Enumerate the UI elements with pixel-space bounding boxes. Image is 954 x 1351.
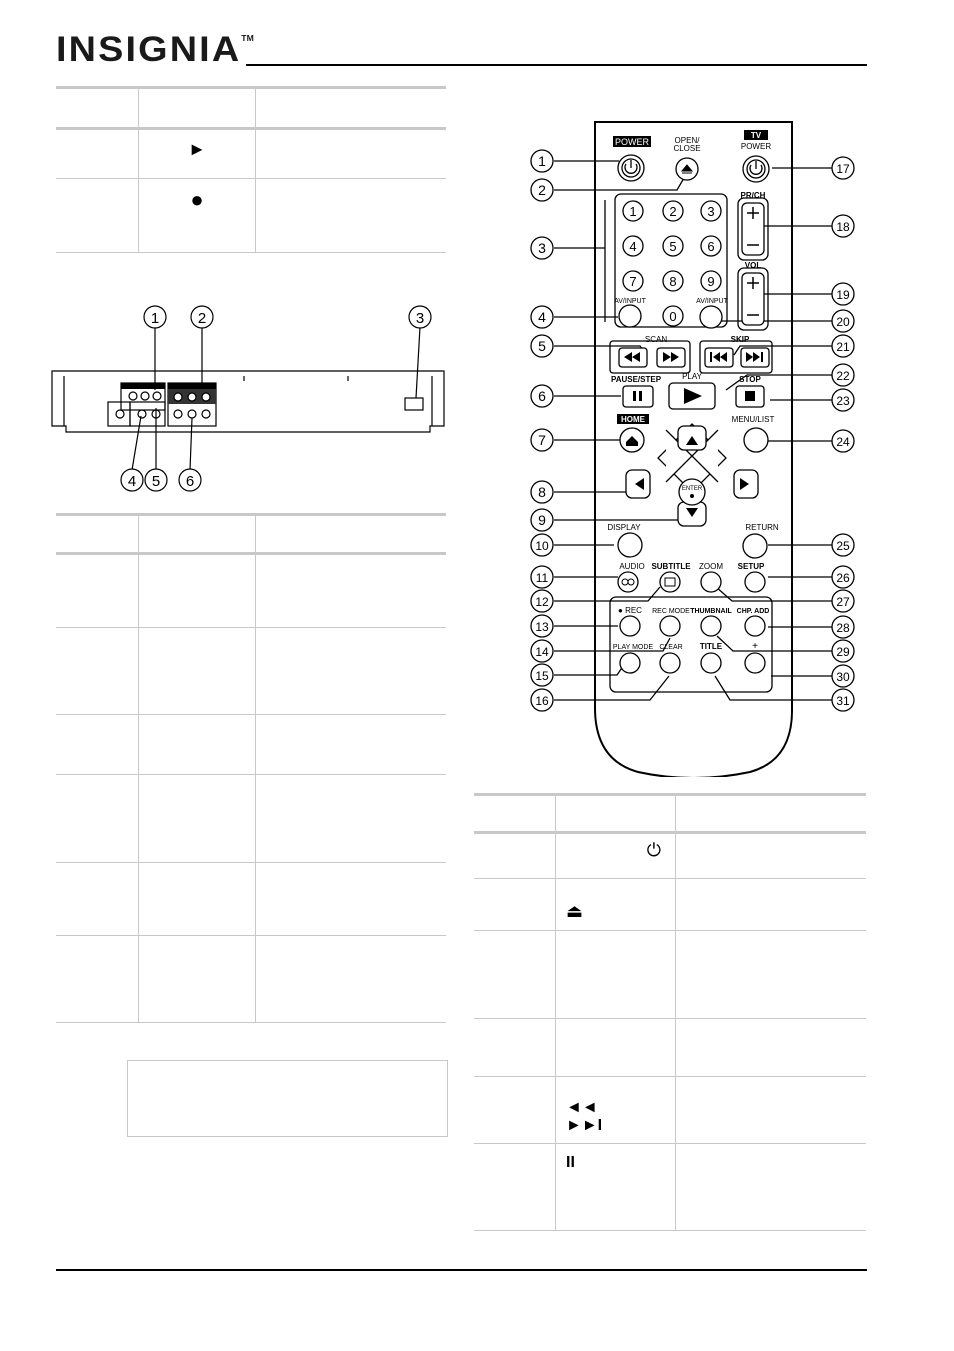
footer-rule: [56, 1269, 867, 1271]
table-row: [56, 129, 446, 179]
front-panel-table: [56, 86, 446, 253]
table-header-row: [474, 795, 866, 833]
digit-4: 4: [629, 239, 637, 254]
callout-10: 10: [535, 539, 549, 553]
table-row: [56, 179, 446, 253]
callout-2: 2: [197, 310, 207, 327]
callout-3: 3: [415, 310, 425, 327]
return-label: RETURN: [745, 523, 779, 532]
callout-21: 21: [836, 340, 850, 354]
callout-14: 14: [535, 645, 549, 659]
av-input-left-label: AV/INPUT: [614, 298, 646, 305]
note-box: [127, 1060, 448, 1137]
callout-15: 15: [535, 669, 549, 683]
digit-1: 1: [629, 204, 637, 219]
callout-25: 25: [836, 539, 850, 553]
table-header-row: [56, 88, 446, 129]
callout-16: 16: [535, 694, 549, 708]
scan-label: SCAN: [644, 335, 668, 344]
callout-12: 12: [535, 595, 549, 609]
callout-11: 11: [535, 571, 549, 585]
table-header-row: [56, 515, 446, 554]
rec-mode-label: REC MODE: [652, 608, 690, 615]
open-close-label-2: CLOSE: [673, 144, 701, 153]
callout-22: 22: [836, 369, 850, 383]
enter-label: ENTER: [681, 486, 703, 492]
callout-5: 5: [538, 338, 546, 354]
play-icon: ►: [188, 139, 206, 159]
callout-4: 4: [127, 473, 137, 490]
record-icon: ●: [190, 187, 204, 212]
clear-label: CLEAR: [659, 644, 683, 651]
open-close-label: OPEN/: [674, 136, 700, 145]
home-label: HOME: [621, 415, 645, 424]
scan-reverse-icon: ◄◄: [566, 1099, 598, 1116]
av-input-right-label: AV/INPUT: [696, 298, 728, 305]
callout-18: 18: [836, 220, 850, 234]
table-row: [56, 554, 446, 628]
eject-icon: ⏏: [566, 901, 584, 921]
remote-control-illustration: [520, 112, 865, 777]
digit-9: 9: [707, 274, 715, 289]
callout-1: 1: [150, 310, 160, 327]
table-row: [474, 879, 866, 931]
digit-5: 5: [669, 239, 677, 254]
table-row: [474, 1144, 866, 1231]
power-label: POWER: [614, 137, 650, 147]
table-row: [474, 1077, 866, 1144]
audio-label: AUDIO: [619, 562, 645, 571]
plus-label: +: [752, 641, 758, 652]
callout-6: 6: [185, 473, 195, 490]
power-icon: ⏻: [646, 840, 661, 860]
callout-3: 3: [538, 240, 546, 256]
header-rule: [246, 64, 867, 66]
callout-26: 26: [836, 571, 850, 585]
tv-power-label: POWER: [740, 142, 772, 151]
table-row: [474, 833, 866, 879]
callout-7: 7: [538, 432, 546, 448]
menu-list-label: MENU/LIST: [731, 415, 775, 424]
digit-3: 3: [707, 204, 715, 219]
digit-2: 2: [669, 204, 677, 219]
callout-28: 28: [836, 621, 850, 635]
callout-6: 6: [538, 388, 546, 404]
setup-label: SETUP: [737, 562, 765, 571]
stop-label: STOP: [739, 375, 761, 384]
subtitle-label: SUBTITLE: [651, 562, 691, 571]
chp-add-label: CHP. ADD: [736, 608, 770, 615]
callout-31: 31: [836, 694, 850, 708]
table-row: [56, 628, 446, 715]
remote-table: [474, 793, 866, 1231]
digit-6: 6: [707, 239, 715, 254]
callout-20: 20: [836, 315, 850, 329]
callout-13: 13: [535, 620, 549, 634]
table-row: [56, 863, 446, 936]
callout-19: 19: [836, 288, 850, 302]
digit-8: 8: [669, 274, 677, 289]
tv-label: TV: [750, 131, 762, 140]
skip-label: SKIP: [730, 335, 750, 344]
table-row: [56, 715, 446, 775]
callout-5: 5: [151, 473, 161, 490]
play-mode-label: PLAY MODE: [612, 644, 654, 651]
brand-logo: INSIGNIA™: [56, 30, 254, 69]
digit-0: 0: [669, 309, 677, 324]
display-label: DISPLAY: [607, 523, 641, 532]
skip-forward-icon: ►►I: [566, 1117, 603, 1134]
title-label: TITLE: [699, 642, 723, 651]
callout-9: 9: [538, 512, 546, 528]
table-row: [474, 1019, 866, 1077]
callout-29: 29: [836, 645, 850, 659]
pause-icon: II: [566, 1154, 575, 1171]
callout-17: 17: [836, 162, 850, 176]
digit-7: 7: [629, 274, 637, 289]
table-row: [56, 775, 446, 863]
callout-24: 24: [836, 435, 850, 449]
rec-label: ● REC: [618, 606, 642, 615]
rear-panel-illustration: [50, 300, 450, 495]
callout-2: 2: [538, 182, 546, 198]
callout-30: 30: [836, 670, 850, 684]
callout-23: 23: [836, 394, 850, 408]
callout-1: 1: [538, 153, 546, 169]
play-label: PLAY: [682, 372, 702, 381]
prch-label: PR/CH: [740, 191, 766, 200]
table-row: [474, 931, 866, 1019]
thumbnail-label: THUMBNAIL: [690, 608, 732, 615]
callout-4: 4: [538, 309, 546, 325]
zoom-label: ZOOM: [699, 562, 723, 571]
rear-panel-table: [56, 513, 446, 1023]
vol-label: VOL: [744, 261, 762, 270]
table-row: [56, 936, 446, 1023]
callout-8: 8: [538, 484, 546, 500]
callout-27: 27: [836, 595, 850, 609]
pause-step-label: PAUSE/STEP: [610, 375, 662, 384]
